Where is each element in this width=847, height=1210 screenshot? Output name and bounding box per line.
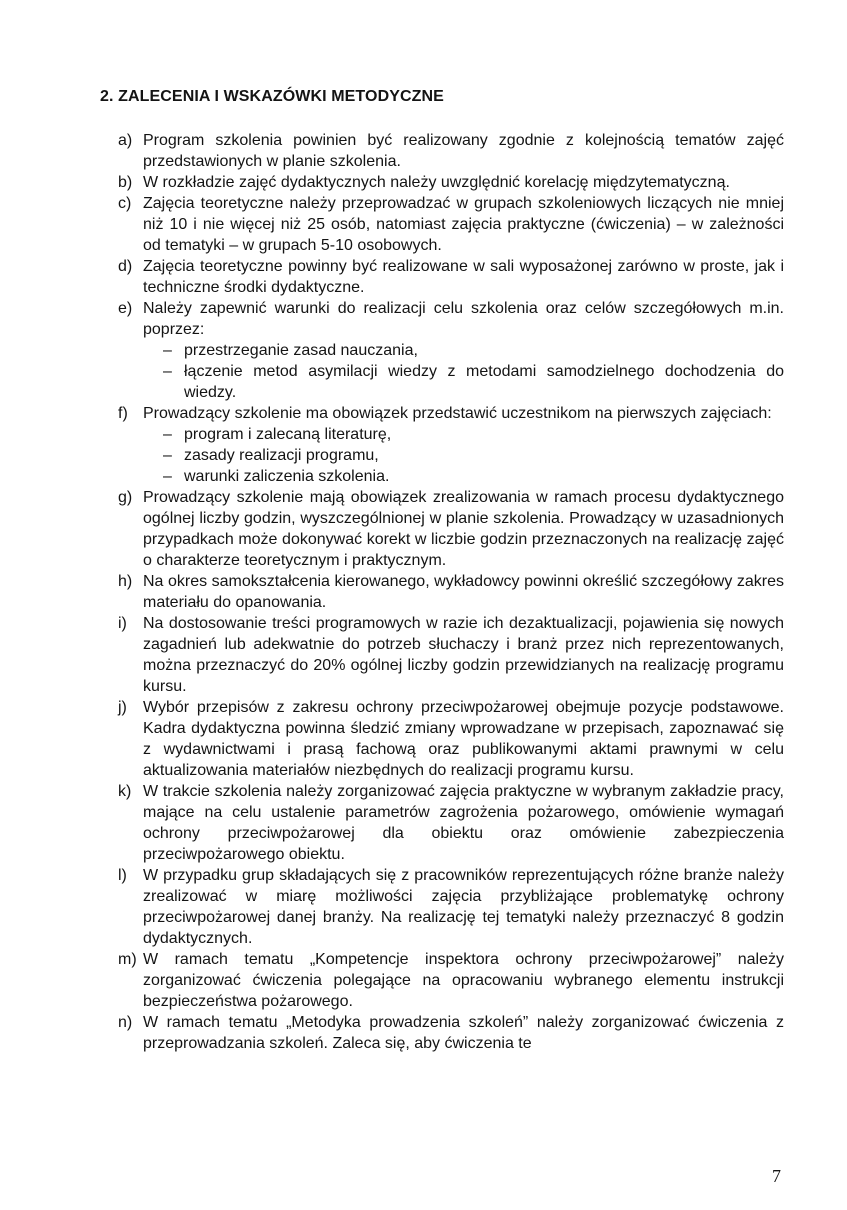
sub-list-item xyxy=(163,445,784,466)
list-item-body xyxy=(143,571,784,613)
dash-bullet-icon: – xyxy=(163,426,172,443)
list-item-text: Wybór przepisów z zakresu ochrony przeciwpożarowej obejmuje pozycje podstawowe. Kadra dydaktyczna powinna śledzić zmiany wprowadzane w przepisach, zapoznawać się z wydawnictwami i prasą fachową oraz publikowanymi aktami prawnymi w celu aktualizowania materiałów niezbędnych do realizacji programu kursu. xyxy=(143,699,784,779)
list-item xyxy=(118,403,784,487)
list-item xyxy=(118,172,784,193)
list-item-marker: e) xyxy=(118,300,133,317)
sub-list-item xyxy=(163,340,784,361)
list-item-text: Zajęcia teoretyczne należy przeprowadzać w grupach szkoleniowych liczących nie mniej niż 10 i nie więcej niż 25 osób, natomiast zajęcia praktyczne (ćwiczenia) – w zależności od tematyki – w grupach 5-10 osobowych. xyxy=(143,195,784,254)
list-item-marker: l) xyxy=(118,867,127,884)
list-item xyxy=(118,781,784,865)
list-item xyxy=(118,487,784,571)
dash-bullet-icon: – xyxy=(163,468,172,485)
list-item-body xyxy=(143,781,784,865)
list-item-body xyxy=(143,487,784,571)
list-item-text: Prowadzący szkolenie ma obowiązek przedstawić uczestnikom na pierwszych zajęciach: xyxy=(143,405,772,422)
list-item-body xyxy=(143,130,784,172)
list-item xyxy=(118,571,784,613)
sub-list-item xyxy=(163,466,784,487)
list-item-text: Zajęcia teoretyczne powinny być realizowane w sali wyposażonej zarówno w proste, jak i techniczne środki dydaktyczne. xyxy=(143,258,784,296)
section-heading: 2. ZALECENIA I WSKAZÓWKI METODYCZNE xyxy=(100,88,444,105)
list-item xyxy=(118,130,784,172)
list-item-marker: h) xyxy=(118,573,133,590)
list-item-marker: b) xyxy=(118,174,133,191)
list-item xyxy=(118,193,784,256)
list-item-marker: g) xyxy=(118,489,133,506)
sub-list-item-text: łączenie metod asymilacji wiedzy z metodami samodzielnego dochodzenia do wiedzy. xyxy=(184,363,784,401)
list-item-text: W trakcie szkolenia należy zorganizować zajęcia praktyczne w wybranym zakładzie pracy, mające na celu ustalenie parametrów zagrożenia pożarowego, omówienie wymagań ochrony przeciwpożarowej dla obiektu oraz omówienie zabezpieczenia przeciwpożarowego obiektu. xyxy=(143,783,784,863)
list-item-marker: a) xyxy=(118,132,133,149)
list-item-body xyxy=(143,865,784,949)
list-item-marker: f) xyxy=(118,405,128,422)
list-item-marker: i) xyxy=(118,615,127,632)
sub-list xyxy=(143,424,784,487)
list-item xyxy=(118,298,784,403)
list-item-body xyxy=(143,403,784,487)
list-item-text: W ramach tematu „Kompetencje inspektora ochrony przeciwpożarowej” należy zorganizować ćwiczenia polegające na opracowaniu wybranego elementu instrukcji bezpieczeństwa pożarowego. xyxy=(143,951,784,1010)
list-item-marker: n) xyxy=(118,1014,133,1031)
dash-bullet-icon: – xyxy=(163,363,172,380)
list-item xyxy=(118,949,784,1012)
list-item-marker: c) xyxy=(118,195,132,212)
list-item-text: W przypadku grup składających się z pracowników reprezentujących różne branże należy zrealizować w miarę możliwości zajęcia przybliżające problematykę ochrony przeciwpożarowej danej branży. Na realizację tej tematyki należy przeznaczyć 8 godzin dydaktycznych. xyxy=(143,867,784,947)
dash-bullet-icon: – xyxy=(163,342,172,359)
list-item-marker: m) xyxy=(118,951,137,968)
recommendations-list xyxy=(118,130,784,1054)
list-item-body xyxy=(143,172,784,193)
list-item-body xyxy=(143,193,784,256)
list-item xyxy=(118,613,784,697)
list-item-body xyxy=(143,949,784,1012)
sub-list xyxy=(143,340,784,403)
sub-list-item xyxy=(163,361,784,403)
sub-list-item xyxy=(163,424,784,445)
list-item-body xyxy=(143,1012,784,1054)
list-item-marker: d) xyxy=(118,258,133,275)
page-number: 7 xyxy=(772,1166,781,1186)
list-item xyxy=(118,697,784,781)
list-item-body xyxy=(143,256,784,298)
sub-list-item-text: program i zalecaną literaturę, xyxy=(184,426,392,443)
list-item-marker: j) xyxy=(118,699,127,716)
list-item xyxy=(118,1012,784,1054)
list-item-text: Na okres samokształcenia kierowanego, wykładowcy powinni określić szczegółowy zakres materiału do opanowania. xyxy=(143,573,784,611)
sub-list-item-text: przestrzeganie zasad nauczania, xyxy=(184,342,418,359)
list-item xyxy=(118,256,784,298)
list-item-text: W rozkładzie zajęć dydaktycznych należy uwzględnić korelację międzytematyczną. xyxy=(143,174,730,191)
list-item-text: Program szkolenia powinien być realizowany zgodnie z kolejnością tematów zajęć przedstawionych w planie szkolenia. xyxy=(143,132,784,170)
list-item-body xyxy=(143,613,784,697)
list-item-text: Należy zapewnić warunki do realizacji celu szkolenia oraz celów szczegółowych m.in. poprzez: xyxy=(143,300,784,338)
list-item-body xyxy=(143,697,784,781)
list-item-marker: k) xyxy=(118,783,132,800)
list-item-text: W ramach tematu „Metodyka prowadzenia szkoleń” należy zorganizować ćwiczenia z przeprowadzania szkoleń. Zaleca się, aby ćwiczenia te xyxy=(143,1014,784,1052)
list-item-text: Prowadzący szkolenie mają obowiązek zrealizowania w ramach procesu dydaktycznego ogólnej liczby godzin, wyszczególnionej w planie szkolenia. Prowadzący w uzasadnionych przypadkach może dokonywać korekt w liczbie godzin przeznaczonych na realizację zajęć o charakterze teoretycznym i praktycznym. xyxy=(143,489,784,569)
sub-list-item-text: warunki zaliczenia szkolenia. xyxy=(184,468,390,485)
dash-bullet-icon: – xyxy=(163,447,172,464)
list-item-text: Na dostosowanie treści programowych w razie ich dezaktualizacji, pojawienia się nowych zagadnień lub adekwatnie do potrzeb słuchaczy i branż przez nich reprezentowanych, można przeznaczyć do 20% ogólnej liczby godzin przewidzianych na realizację programu kursu. xyxy=(143,615,784,695)
list-item xyxy=(118,865,784,949)
sub-list-item-text: zasady realizacji programu, xyxy=(184,447,379,464)
list-item-body xyxy=(143,298,784,403)
